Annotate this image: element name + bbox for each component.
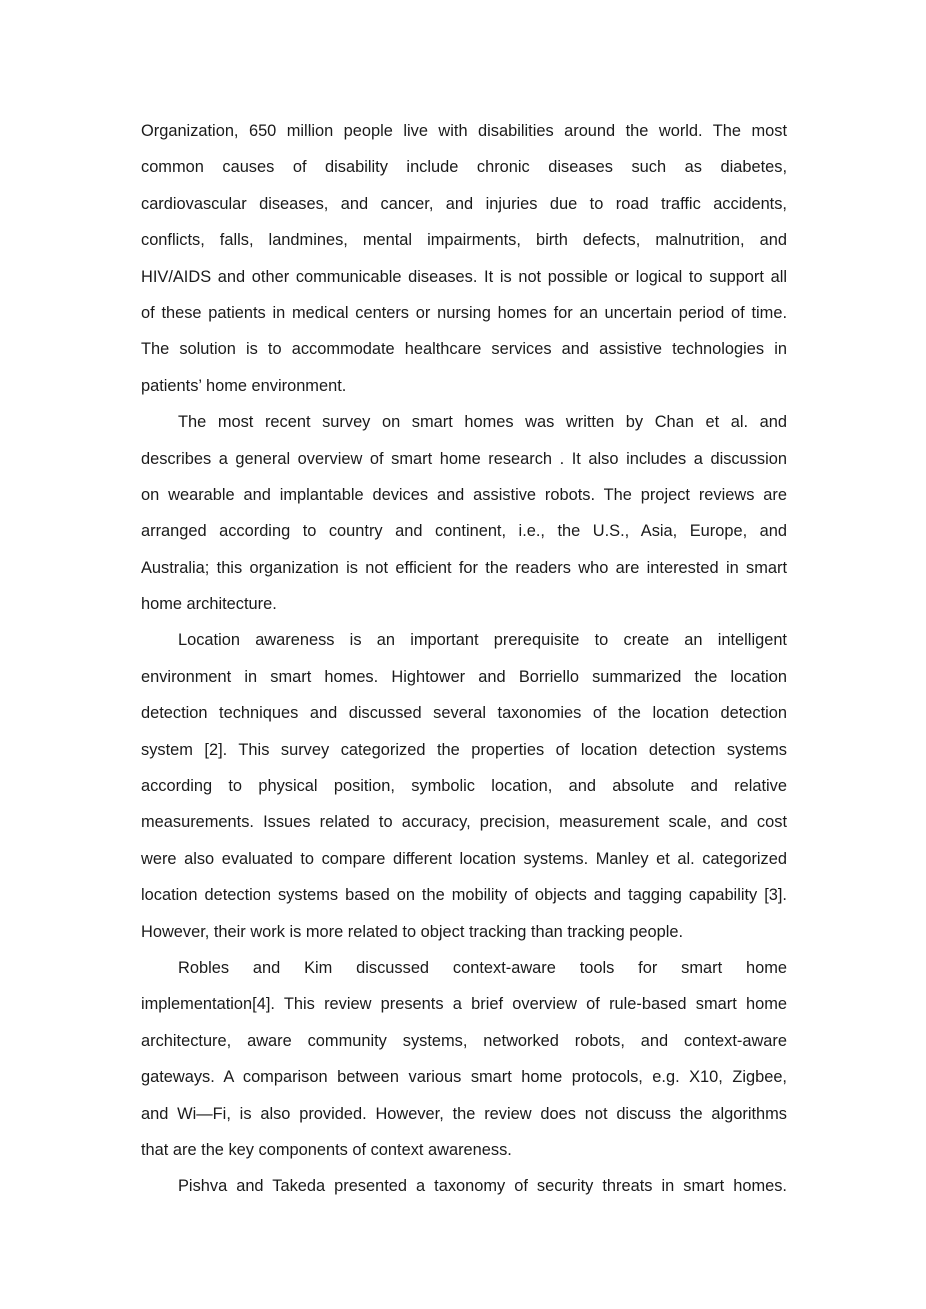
text-line: Robles and Kim discussed context-aware tools for smart home	[178, 958, 787, 977]
text-line: gateways. A comparison between various smart home protocols, e.g. X10, Zigbee,	[141, 1068, 787, 1087]
text-line: that are the key components of context awareness.	[141, 1140, 512, 1159]
text-line: home architecture.	[141, 595, 277, 614]
text-line: environment in smart homes. Hightower and Borriello summarized the location	[141, 667, 787, 686]
text-line: according to physical position, symbolic location, and absolute and relative	[141, 777, 787, 796]
paragraph-2	[141, 404, 787, 622]
paragraph-5	[141, 1168, 787, 1204]
text-line: conflicts, falls, landmines, mental impairments, birth defects, malnutrition, and	[141, 231, 787, 250]
text-line: Australia; this organization is not efficient for the readers who are interested in smart	[141, 558, 787, 577]
text-line: HIV/AIDS and other communicable diseases. It is not possible or logical to support all	[141, 267, 787, 286]
text-line: of these patients in medical centers or nursing homes for an uncertain period of time.	[141, 303, 787, 322]
text-line: Pishva and Takeda presented a taxonomy of security threats in smart homes.	[178, 1177, 787, 1196]
text-line: implementation[4]. This review presents a brief overview of rule-based smart home	[141, 995, 787, 1014]
text-line: patients’ home environment.	[141, 376, 347, 395]
text-line: The solution is to accommodate healthcare services and assistive technologies in	[141, 340, 787, 359]
text-line: system [2]. This survey categorized the properties of location detection systems	[141, 740, 787, 759]
text-line: architecture, aware community systems, networked robots, and context-aware	[141, 1031, 787, 1050]
text-line: location detection systems based on the mobility of objects and tagging capability [3].	[141, 886, 787, 905]
text-line: However, their work is more related to object tracking than tracking people.	[141, 922, 684, 941]
paragraph-4	[141, 950, 787, 1168]
text-line: Location awareness is an important prerequisite to create an intelligent	[178, 631, 787, 650]
paragraph-3	[141, 622, 787, 950]
text-line: on wearable and implantable devices and assistive robots. The project reviews are	[141, 485, 787, 504]
body-text	[141, 113, 787, 1205]
text-line: common causes of disability include chronic diseases such as diabetes,	[141, 158, 787, 177]
text-line: were also evaluated to compare different location systems. Manley et al. categorized	[141, 849, 787, 868]
text-line: and Wi—Fi, is also provided. However, the review does not discuss the algorithms	[141, 1104, 787, 1123]
text-line: Organization, 650 million people live with disabilities around the world. The most	[141, 122, 787, 140]
text-line: describes a general overview of smart home research . It also includes a discussion	[141, 449, 787, 468]
text-line: cardiovascular diseases, and cancer, and injuries due to road traffic accidents,	[141, 194, 787, 213]
text-line: detection techniques and discussed several taxonomies of the location detection	[141, 704, 787, 723]
text-line: measurements. Issues related to accuracy, precision, measurement scale, and cost	[141, 813, 787, 832]
text-line: The most recent survey on smart homes was written by Chan et al. and	[178, 413, 787, 432]
text-line: arranged according to country and continent, i.e., the U.S., Asia, Europe, and	[141, 522, 787, 541]
paragraph-1	[141, 113, 787, 404]
